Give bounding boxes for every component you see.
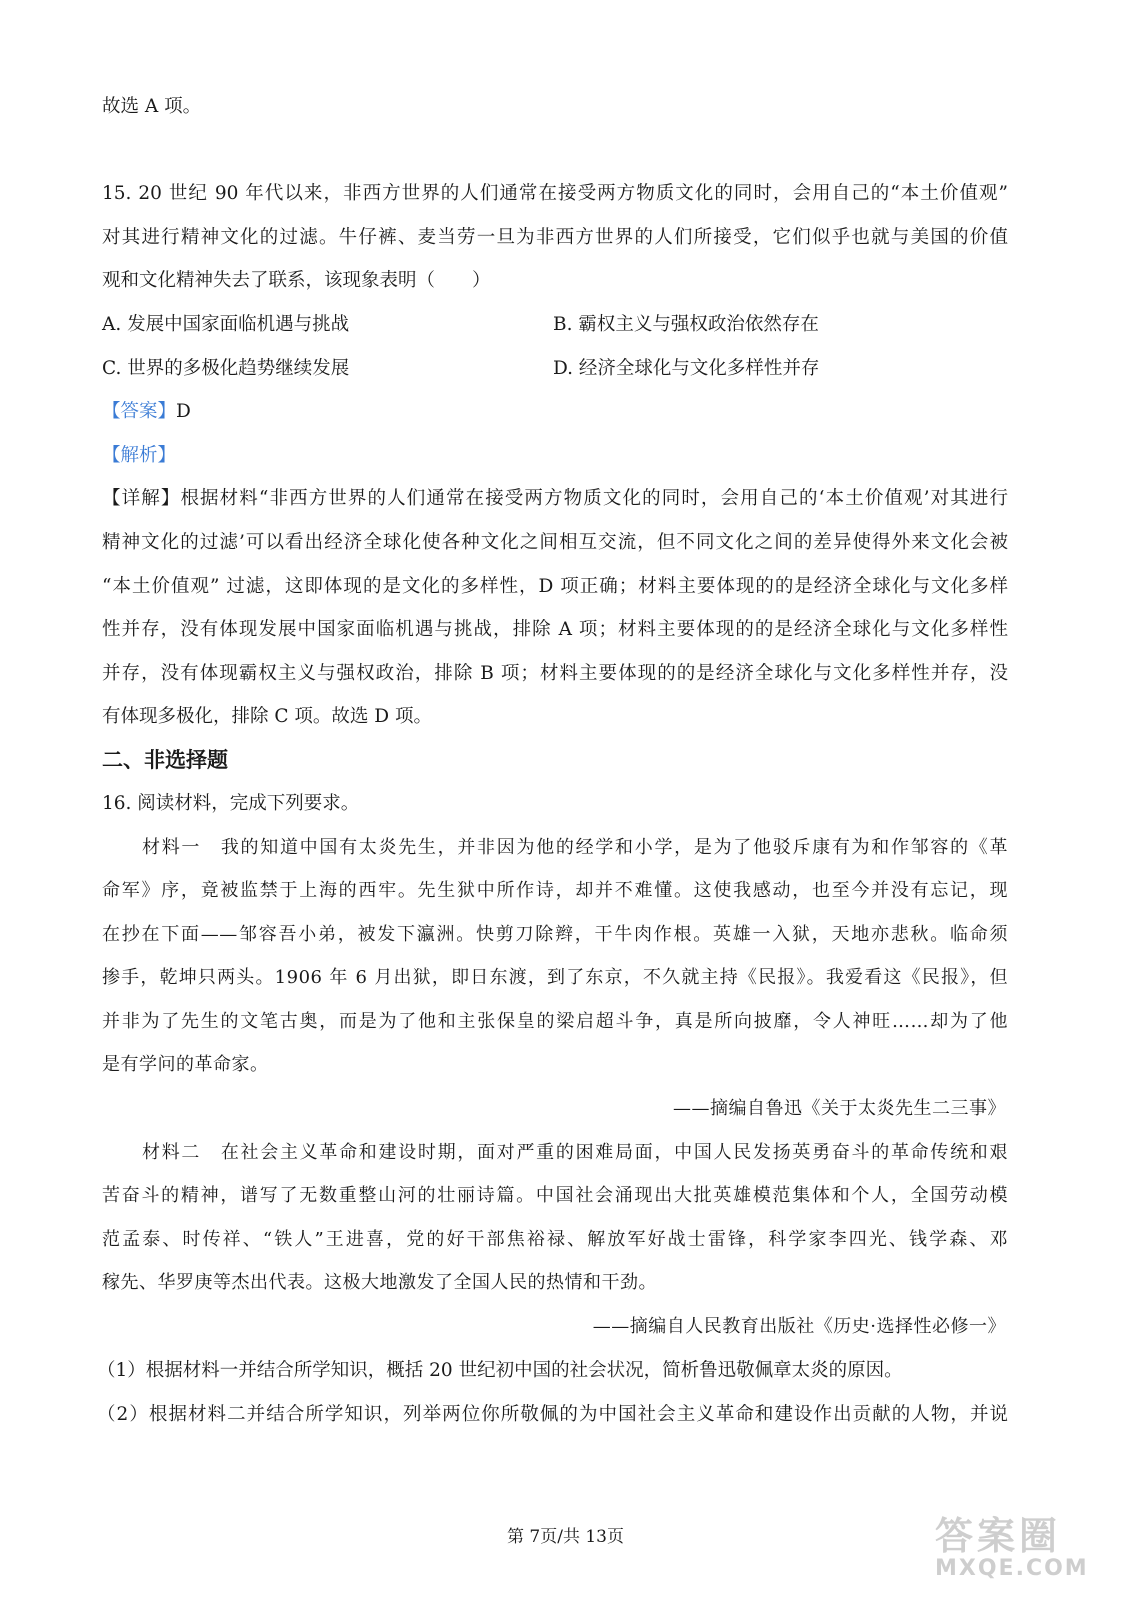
subquestion-2: （2）根据材料二并结合所学知识，列举两位你所敬佩的为中国社会主义革命和建设作出贡献的人物，并说 — [97, 1404, 1008, 1425]
watermark-url: MXQE.COM — [935, 1556, 1089, 1581]
subquestion-1: （1）根据材料一并结合所学知识，概括 20 世纪初中国的社会状况，简析鲁迅敬佩章太炎的原因。 — [97, 1360, 903, 1381]
detail-line: 精神文化的过滤’可以看出经济全球化使各种文化之间相互交流，但不同文化之间的差异使得外来文化会被 — [102, 532, 1008, 553]
detail-line: 性并存，没有体现发展中国家面临机遇与挑战，排除 A 项；材料主要体现的的是经济全球化与文化多样性 — [102, 619, 1008, 640]
material1-source: ——摘编自鲁迅《关于太炎先生二三事》 — [673, 1098, 1006, 1119]
page-footer: 第 7页/共 13页 — [507, 1527, 624, 1547]
material1-line: 并非为了先生的文笔古奥，而是为了他和主张保皇的梁启超斗争，真是所向披靡，令人神旺……却为了他 — [102, 1011, 1008, 1032]
q15-stem-line: 15. 20 世纪 90 年代以来，非西方世界的人们通常在接受两方物质文化的同时，会用自己的“本土价值观” — [102, 183, 1008, 204]
material2-source: ——摘编自人民教育出版社《历史·选择性必修一》 — [592, 1316, 1006, 1337]
answer-value: D — [176, 401, 191, 422]
option-a: A. 发展中国家面临机遇与挑战 — [102, 314, 350, 335]
detail-line: 并存，没有体现霸权主义与强权政治，排除 B 项；材料主要体现的的是经济全球化与文化多样性并存，没 — [102, 663, 1008, 684]
material2-line: 范孟泰、时传祥、“铁人”王进喜，党的好干部焦裕禄、解放军好战士雷锋，科学家李四光、钱学森、邓 — [102, 1229, 1008, 1250]
option-b: B. 霸权主义与强权政治依然存在 — [553, 314, 819, 335]
watermark-logo — [935, 1505, 1115, 1595]
material1-line: 掺手，乾坤只两头。1906 年 6 月出狱，即日东渡，到了东京，不久就主持《民报》。我爱看这《民报》，但 — [102, 967, 1008, 988]
material2-line: 稼先、华罗庚等杰出代表。这极大地激发了全国人民的热情和干劲。 — [102, 1272, 657, 1293]
material2-line: 材料二 在社会主义革命和建设时期，面对严重的困难局面，中国人民发扬英勇奋斗的革命传统和艰 — [142, 1142, 1008, 1163]
q15-stem-line: 观和文化精神失去了联系，该现象表明（ ） — [102, 270, 491, 291]
q15-stem-line: 对其进行精神文化的过滤。牛仔裤、麦当劳一旦为非西方世界的人们所接受，它们似乎也就与美国的价值 — [102, 227, 1008, 248]
material1-line: 是有学问的革命家。 — [102, 1054, 269, 1075]
detail-line: 有体现多极化，排除 C 项。故选 D 项。 — [102, 706, 433, 727]
answer-tag: 【答案】 — [102, 401, 177, 422]
material1-line: 材料一 我的知道中国有太炎先生，并非因为他的经学和小学，是为了他驳斥康有为和作邹容的《革 — [142, 837, 1008, 858]
watermark-text: 答案圈 — [935, 1514, 1062, 1558]
material1-line: 在抄在下面——邹容吾小弟，被发下瀛洲。快剪刀除辫，干牛肉作根。英雄一入狱，天地亦悲秋。临命须 — [102, 924, 1008, 945]
section-2-title: 二、非选择题 — [102, 748, 228, 772]
material2-line: 苦奋斗的精神，谱写了无数重整山河的壮丽诗篇。中国社会涌现出大批英雄模范集体和个人，全国劳动模 — [102, 1185, 1008, 1206]
q16-stem: 16. 阅读材料，完成下列要求。 — [102, 793, 360, 814]
analysis-tag: 【解析】 — [102, 445, 177, 466]
option-c: C. 世界的多极化趋势继续发展 — [102, 358, 350, 379]
detail-line: “本土价值观” 过滤，这即体现的是文化的多样性，D 项正确；材料主要体现的的是经济全球化与文化多样 — [102, 576, 1008, 597]
detail-line: 【详解】根据材料“非西方世界的人们通常在接受两方物质文化的同时，会用自己的‘本土价值观’对其进行 — [102, 488, 1008, 509]
answer-line — [102, 399, 191, 425]
material1-line: 命军》序，竟被监禁于上海的西牢。先生狱中所作诗，却并不难懂。这使我感动，也至今并没有忘记，现 — [102, 880, 1008, 901]
prev-answer-end: 故选 A 项。 — [102, 96, 202, 117]
option-d: D. 经济全球化与文化多样性并存 — [553, 358, 820, 379]
